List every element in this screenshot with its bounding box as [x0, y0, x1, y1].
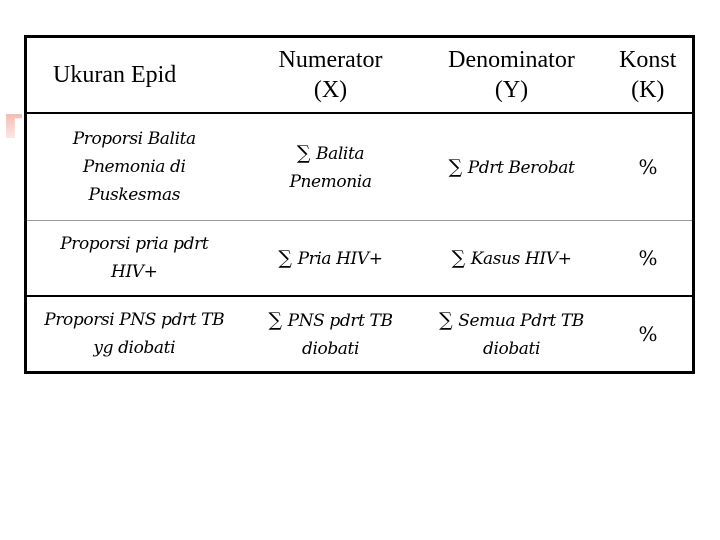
numerator-cell	[242, 221, 420, 297]
ukuran-text: Puskesmas	[88, 185, 181, 205]
header-denominator	[420, 37, 604, 114]
numerator-text: diobati	[301, 338, 360, 359]
denominator-text: Pdrt Berobat	[467, 157, 575, 178]
sigma-symbol: ∑	[451, 246, 465, 269]
sigma-symbol: ∑	[296, 141, 311, 164]
header-numerator-title: Numerator	[278, 47, 383, 73]
sigma-symbol: ∑	[448, 155, 462, 178]
numerator-cell	[242, 113, 420, 221]
konst-cell: %	[604, 221, 694, 297]
ukuran-cell	[26, 221, 242, 297]
denominator-cell	[420, 113, 604, 221]
ukuran-text: Proporsi Balita	[72, 129, 196, 149]
numerator-cell	[242, 296, 420, 373]
ukuran-text: yg diobati	[93, 338, 176, 358]
header-konst-symbol: (K)	[631, 77, 665, 103]
table-row	[26, 221, 694, 297]
ukuran-text: Proporsi PNS pdrt TB	[44, 310, 225, 330]
konst-cell: %	[638, 322, 658, 346]
numerator-text: Pnemonia	[289, 171, 372, 192]
header-denominator-title: Denominator	[448, 47, 575, 73]
sigma-symbol: ∑	[268, 308, 282, 331]
header-konst	[604, 37, 694, 114]
header-numerator	[242, 37, 420, 114]
denominator-cell	[420, 221, 604, 297]
header-konst-title: Konst	[619, 47, 677, 73]
ukuran-text: Pnemonia di	[82, 157, 186, 177]
sigma-symbol: ∑	[278, 246, 292, 269]
header-denominator-symbol: (Y)	[494, 77, 529, 103]
numerator-text: Balita	[316, 143, 365, 164]
header-numerator-symbol: (X)	[313, 77, 348, 103]
table-header-row	[26, 37, 694, 114]
denominator-text: Kasus HIV+	[470, 248, 572, 269]
ukuran-cell	[26, 113, 242, 221]
table-row	[26, 113, 694, 221]
numerator-text: PNS pdrt TB	[287, 310, 393, 331]
sigma-symbol: ∑	[439, 308, 453, 331]
konst-cell: %	[604, 113, 694, 221]
table-row	[26, 296, 694, 373]
denominator-cell	[420, 296, 604, 373]
ukuran-text: Proporsi pria pdrt	[60, 234, 209, 254]
epid-measure-table	[24, 35, 695, 374]
denominator-text: diobati	[482, 338, 541, 359]
corner-accent-mark	[6, 114, 22, 138]
ukuran-cell	[26, 296, 242, 373]
ukuran-text: HIV+	[111, 262, 158, 282]
header-ukuran-epid: Ukuran Epid	[26, 37, 242, 114]
numerator-text: Pria HIV+	[297, 248, 383, 269]
denominator-text: Semua Pdrt TB	[458, 310, 584, 331]
